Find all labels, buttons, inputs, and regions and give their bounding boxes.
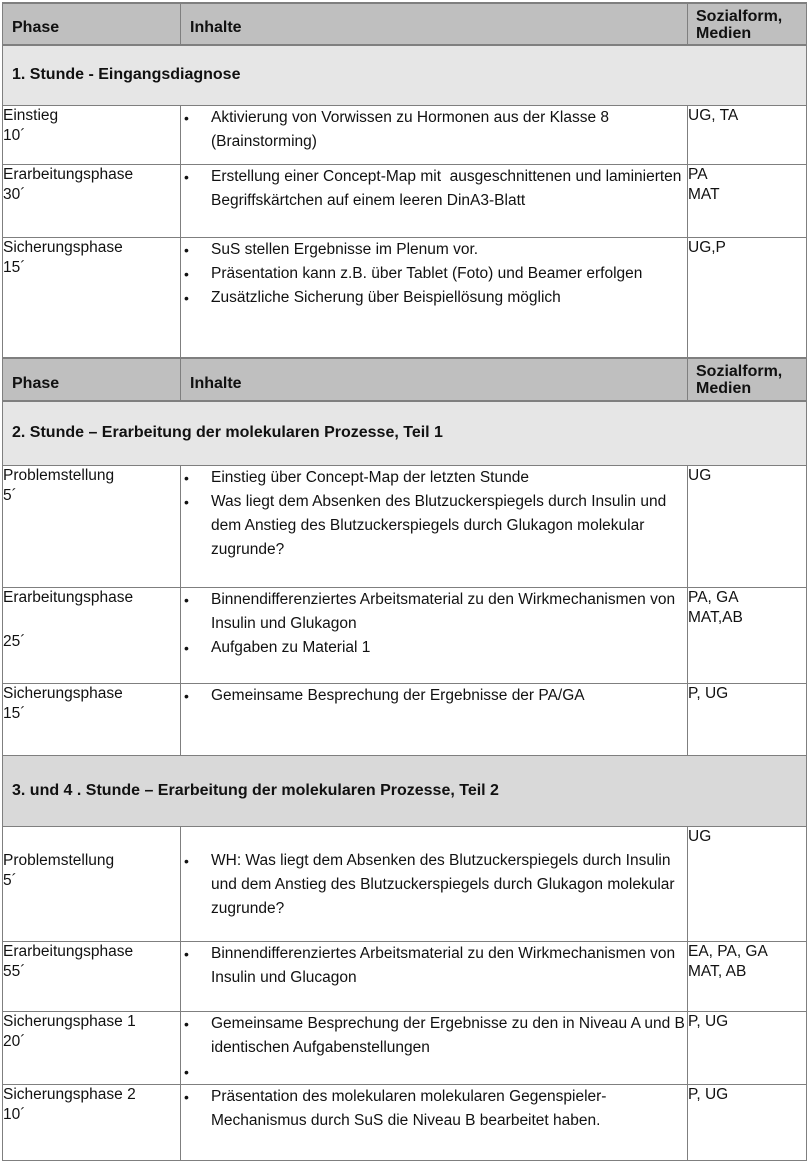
contents-cell: [181, 164, 688, 237]
phase-label: Erarbeitungsphase: [3, 165, 134, 183]
table-row: [3, 941, 807, 1011]
phase-cell: [3, 1084, 181, 1160]
social-value: MAT,AB: [688, 608, 743, 626]
social-cell: [688, 465, 807, 587]
list-item-text: Aktivierung von Vorwissen zu Hormonen aus der Klasse 8 (Brainstorming): [211, 108, 610, 150]
bullet-icon: •: [184, 265, 189, 282]
table-row: [3, 105, 807, 164]
section-row: [3, 401, 807, 465]
bullet-icon: •: [184, 591, 189, 608]
phase-label: Sicherungsphase 2: [3, 1085, 136, 1103]
phase-time: 25´: [3, 632, 26, 650]
bullet-icon: •: [184, 852, 189, 869]
table-row: [3, 683, 807, 755]
table-row: [3, 465, 807, 587]
phase-time: 10´: [3, 1105, 26, 1123]
lesson-plan-table: [2, 2, 807, 1161]
list-item: [181, 849, 687, 921]
phase-label: Sicherungsphase: [3, 238, 123, 256]
social-value: EA, PA, GA: [688, 942, 768, 960]
phase-cell: [3, 1011, 181, 1084]
table-header-row: [3, 3, 807, 45]
social-cell: [688, 105, 807, 164]
section-row: [3, 755, 807, 826]
header-social-line1: Sozialform,: [696, 363, 783, 380]
social-value: PA: [688, 165, 708, 183]
header-social-line2: Medien: [696, 380, 752, 397]
bullet-icon: •: [184, 687, 189, 704]
section-row: [3, 45, 807, 105]
phase-label: Problemstellung: [3, 466, 115, 484]
contents-cell: [181, 465, 688, 587]
list-item: [181, 636, 687, 660]
phase-cell: [3, 164, 181, 237]
header-social-line2: Medien: [696, 24, 752, 42]
phase-cell: [3, 237, 181, 358]
social-cell: [688, 587, 807, 683]
phase-label: Sicherungsphase 1: [3, 1012, 136, 1030]
header-social: [688, 3, 807, 45]
phase-cell: [3, 587, 181, 683]
header-contents: Inhalte: [181, 3, 688, 45]
list-item-text: Gemeinsame Besprechung der Ergebnisse zu den in Niveau A und B identischen Aufgabenstellungen: [211, 1014, 685, 1056]
table-row: [3, 826, 807, 941]
table-row: [3, 1084, 807, 1160]
table-header-row: [3, 358, 807, 401]
list-item-text: Einstieg über Concept-Map der letzten Stunde: [211, 468, 529, 486]
list-item-text: Zusätzliche Sicherung über Beispiellösung möglich: [211, 288, 561, 306]
table-row: [3, 164, 807, 237]
contents-cell: [181, 237, 688, 358]
social-cell: [688, 164, 807, 237]
bullet-icon: •: [184, 241, 189, 258]
social-value: MAT, AB: [688, 962, 747, 980]
bullet-icon: •: [184, 168, 189, 185]
phase-time: 15´: [3, 704, 26, 722]
phase-cell: [3, 465, 181, 587]
list-item-text: Aufgaben zu Material 1: [211, 638, 371, 656]
phase-label: Problemstellung: [3, 851, 115, 869]
social-cell: [688, 826, 807, 941]
table-row: [3, 587, 807, 683]
bullet-icon: •: [184, 1063, 189, 1080]
list-item-text: Präsentation des molekularen molekularen Gegenspieler-Mechanismus durch SuS die Niveau B bearbeitet haben.: [211, 1087, 607, 1129]
list-item-text: Was liegt dem Absenken des Blutzuckerspiegels durch Insulin und dem Anstieg des Blutzuckerspiegels durch Glukagon molekular zugrunde?: [211, 492, 667, 558]
list-item-text: Präsentation kann z.B. über Tablet (Foto) und Beamer erfolgen: [211, 264, 643, 282]
list-item-text: Binnendifferenziertes Arbeitsmaterial zu den Wirkmechanismen von Insulin und Glukagon: [211, 590, 676, 632]
section-title: 1. Stunde - Eingangsdiagnose: [3, 45, 807, 105]
list-item: [181, 165, 687, 213]
header-phase: Phase: [3, 358, 181, 401]
list-item: [181, 262, 687, 286]
phase-cell: [3, 941, 181, 1011]
contents-cell: [181, 1084, 688, 1160]
bullet-icon: •: [184, 945, 189, 962]
list-item: [181, 588, 687, 636]
list-item: [181, 1012, 687, 1060]
bullet-icon: •: [184, 639, 189, 656]
table-row: [3, 237, 807, 358]
phase-label: Sicherungsphase: [3, 684, 123, 702]
bullet-icon: •: [184, 109, 189, 126]
list-item: [181, 684, 687, 708]
phase-time: 30´: [3, 185, 26, 203]
list-item: [181, 1060, 687, 1084]
social-value: P, UG: [688, 1012, 729, 1030]
section-title: 2. Stunde – Erarbeitung der molekularen Prozesse, Teil 1: [3, 401, 807, 465]
social-cell: [688, 1011, 807, 1084]
social-value: P, UG: [688, 684, 729, 702]
phase-cell: [3, 105, 181, 164]
contents-cell: [181, 826, 688, 941]
phase-time: 5´: [3, 486, 17, 504]
social-cell: [688, 1084, 807, 1160]
list-item: [181, 1085, 687, 1133]
social-cell: [688, 941, 807, 1011]
list-item: [181, 286, 687, 310]
list-item-text: SuS stellen Ergebnisse im Plenum vor.: [211, 240, 479, 258]
section-title: 3. und 4 . Stunde – Erarbeitung der molekularen Prozesse, Teil 2: [3, 755, 807, 826]
list-item: [181, 490, 687, 562]
social-value: UG: [688, 827, 712, 845]
social-value: PA, GA: [688, 588, 739, 606]
phase-label: Einstieg: [3, 106, 59, 124]
list-item-text: Erstellung einer Concept-Map mit ausgeschnittenen und laminierten Begriffskärtchen auf einem leeren DinA3-Blatt: [211, 167, 686, 209]
bullet-icon: •: [184, 493, 189, 510]
phase-time: 15´: [3, 258, 26, 276]
header-social-line1: Sozialform,: [696, 7, 783, 25]
phase-time: 5´: [3, 871, 17, 889]
phase-label: Erarbeitungsphase: [3, 942, 134, 960]
contents-cell: [181, 105, 688, 164]
social-value: P, UG: [688, 1085, 729, 1103]
phase-cell: [3, 826, 181, 941]
contents-cell: [181, 1011, 688, 1084]
social-value: UG,P: [688, 238, 726, 256]
bullet-icon: •: [184, 1015, 189, 1032]
list-item-text: WH: Was liegt dem Absenken des Blutzuckerspiegels durch Insulin und dem Anstieg des Blutzuckerspiegels durch Glukagon molekular zugrunde?: [211, 851, 675, 917]
header-contents: Inhalte: [181, 358, 688, 401]
bullet-icon: •: [184, 289, 189, 306]
list-item: [181, 238, 687, 262]
phase-time: 10´: [3, 126, 26, 144]
social-cell: [688, 683, 807, 755]
contents-cell: [181, 683, 688, 755]
list-item: [181, 942, 687, 990]
social-value: MAT: [688, 185, 720, 203]
social-cell: [688, 237, 807, 358]
contents-cell: [181, 941, 688, 1011]
phase-time: 55´: [3, 962, 26, 980]
phase-cell: [3, 683, 181, 755]
list-item-text: Gemeinsame Besprechung der Ergebnisse der PA/GA: [211, 686, 585, 704]
list-item-text: Binnendifferenziertes Arbeitsmaterial zu den Wirkmechanismen von Insulin und Glucagon: [211, 944, 676, 986]
bullet-icon: •: [184, 1088, 189, 1105]
social-value: UG, TA: [688, 106, 739, 124]
social-value: UG: [688, 466, 712, 484]
header-phase: Phase: [3, 3, 181, 45]
list-item: [181, 466, 687, 490]
bullet-icon: •: [184, 469, 189, 486]
table-row: [3, 1011, 807, 1084]
list-item: [181, 106, 687, 154]
phase-time: 20´: [3, 1032, 26, 1050]
contents-cell: [181, 587, 688, 683]
header-social: [688, 358, 807, 401]
phase-label: Erarbeitungsphase: [3, 588, 134, 606]
